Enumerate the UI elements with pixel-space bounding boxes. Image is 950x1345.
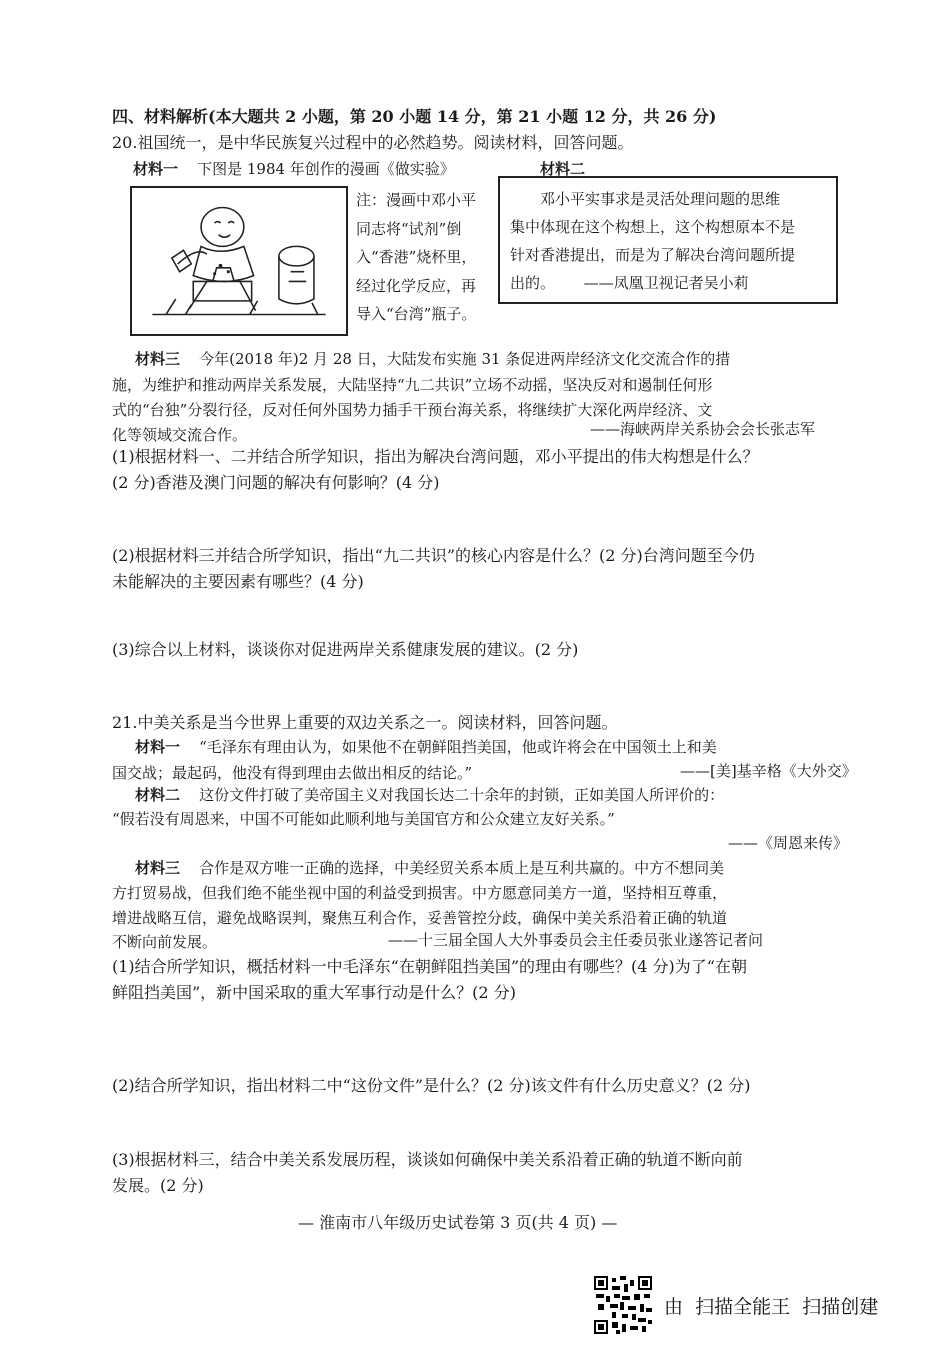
material2-line: 集中体现在这个构想上，这个构想原本不是 xyxy=(510,218,796,236)
q21-material2-source: ——《周恩来传》 xyxy=(728,834,849,852)
q21-material3-line: 增进战略互信，避免战略误判，聚焦互利合作，妥善管控分歧，确保中美关系沿着正确的轨道 xyxy=(112,909,728,927)
material2-line: 针对香港提出，而是为了解决台湾问题所提 xyxy=(510,246,796,264)
cartoon-experiment-image xyxy=(130,186,348,336)
cartoon-note-line: 同志将“试剂”倒 xyxy=(356,219,462,238)
q20-material3-source: ——海峡两岸关系协会会长张志军 xyxy=(590,420,816,438)
section-header: 四、材料解析(本大题共 2 小题，第 20 小题 14 分，第 21 小题 12 分，共 26 分) xyxy=(112,107,717,126)
q20-question2: 未能解决的主要因素有哪些？(4 分) xyxy=(112,572,364,591)
q20-material3-label: 材料三 xyxy=(135,350,181,368)
q21-material2-line: “假若没有周恩来，中国不可能如此顺利地与美国官方和公众建立友好关系。” xyxy=(112,810,615,828)
q21-material3-text: 合作是双方唯一正确的选择，中美经贸关系本质上是互利共赢的。中方不想同美 xyxy=(199,859,725,877)
qr-code-icon xyxy=(594,1276,652,1334)
q21-material1-line: 国交战；最起码，他没有得到理由去做出相反的结论。” xyxy=(112,764,473,782)
q21-stem: 21.中美关系是当今世界上重要的双边关系之一。阅读材料，回答问题。 xyxy=(112,713,618,732)
q20-material3-text: 今年(2018 年)2 月 28 日，大陆发布实施 31 条促进两岸经济文化交流合作的措 xyxy=(199,350,731,368)
scanner-prefix: 由 xyxy=(664,1296,684,1318)
q21-question1: (1)结合所学知识，概括材料一中毛泽东“在朝鲜阻挡美国”的理由有哪些？(4 分)为了“在朝 xyxy=(112,957,747,976)
q21-material1-line xyxy=(135,736,717,757)
q20-question2: (2)根据材料三并结合所学知识，指出“九二共识”的核心内容是什么？(2 分)台湾问题至今仍 xyxy=(112,546,755,565)
q21-material3-source: ——十三届全国人大外事委员会主任委员张业遂答记者问 xyxy=(388,931,764,949)
q20-question3: (3)综合以上材料，谈谈你对促进两岸关系健康发展的建议。(2 分) xyxy=(112,640,579,659)
cartoon-note-line: 导入“台湾”瓶子。 xyxy=(356,305,477,323)
q20-stem: 20.祖国统一，是中华民族复兴过程中的必然趋势。阅读材料，回答问题。 xyxy=(112,133,634,152)
q21-question3: (3)根据材料三，结合中美关系发展历程，谈谈如何确保中美关系沿着正确的轨道不断向前 xyxy=(112,1150,743,1169)
q20-material3-line xyxy=(135,348,730,369)
q21-question1: 鲜阻挡美国”，新中国采取的重大军事行动是什么？(2 分) xyxy=(112,983,516,1002)
q20-material1-label: 材料一 xyxy=(133,160,179,178)
q21-material1-label: 材料一 xyxy=(135,738,181,756)
q20-material2-label: 材料二 xyxy=(540,160,586,178)
page-footer: — 淮南市八年级历史试卷第 3 页(共 4 页) — xyxy=(298,1213,618,1232)
q20-material2-box xyxy=(498,176,838,304)
q21-material1-source: ——[美]基辛格《大外交》 xyxy=(680,762,857,780)
q21-material1-text: “毛泽东有理由认为，如果他不在朝鲜阻挡美国，他或许将会在中国领土上和美 xyxy=(199,738,717,756)
q21-question3: 发展。(2 分) xyxy=(112,1176,204,1195)
cartoon-drawing xyxy=(132,188,346,334)
material2-line: 出的。 ——凤凰卫视记者吴小莉 xyxy=(510,274,749,292)
material2-line: 邓小平实事求是灵活处理问题的思维 xyxy=(540,190,781,208)
cartoon-note xyxy=(356,186,476,329)
q20-material3-line: 施，为维护和推动两岸关系发展，大陆坚持“九二共识”立场不动摇，坚决反对和遏制任何形 xyxy=(112,376,713,394)
q21-material2-line xyxy=(135,784,724,805)
q21-material3-label: 材料三 xyxy=(135,859,181,877)
q21-question2: (2)结合所学知识，指出材料二中“这份文件”是什么？(2 分)该文件有什么历史意义？(2 分) xyxy=(112,1076,751,1095)
q20-question1: (1)根据材料一、二并结合所学知识，指出为解决台湾问题，邓小平提出的伟大构想是什么？ xyxy=(112,447,759,466)
scanner-app-name: 扫描全能王 xyxy=(695,1296,791,1318)
q21-material2-label: 材料二 xyxy=(135,786,181,804)
q21-material3-line: 方打贸易战，但我们绝不能坐视中国的利益受到损害。中方愿意同美方一道，坚持相互尊重， xyxy=(112,884,728,902)
q20-material3-line: 式的“台独”分裂行径，反对任何外国势力插手干预台海关系，将继续扩大深化两岸经济、文 xyxy=(112,401,713,419)
q21-material3-line: 不断向前发展。 xyxy=(112,933,218,951)
q20-material1-line xyxy=(133,158,455,179)
q20-material1-text: 下图是 1984 年创作的漫画《做实验》 xyxy=(197,160,455,178)
q20-question1: (2 分)香港及澳门问题的解决有何影响？(4 分) xyxy=(112,473,440,492)
cartoon-note-line: 注：漫画中邓小平 xyxy=(356,191,477,209)
scanner-watermark xyxy=(664,1292,878,1319)
q21-material2-text: 这份文件打破了美帝国主义对我国长达二十余年的封锁，正如美国人所评价的： xyxy=(199,786,725,804)
q20-material3-line: 化等领域交流合作。 xyxy=(112,426,248,444)
cartoon-note-line: 经过化学反应，再 xyxy=(356,276,477,295)
q21-material3-line xyxy=(135,857,724,878)
scanner-suffix: 扫描创建 xyxy=(802,1296,879,1318)
cartoon-note-line: 入“香港”烧杯里， xyxy=(356,248,477,266)
